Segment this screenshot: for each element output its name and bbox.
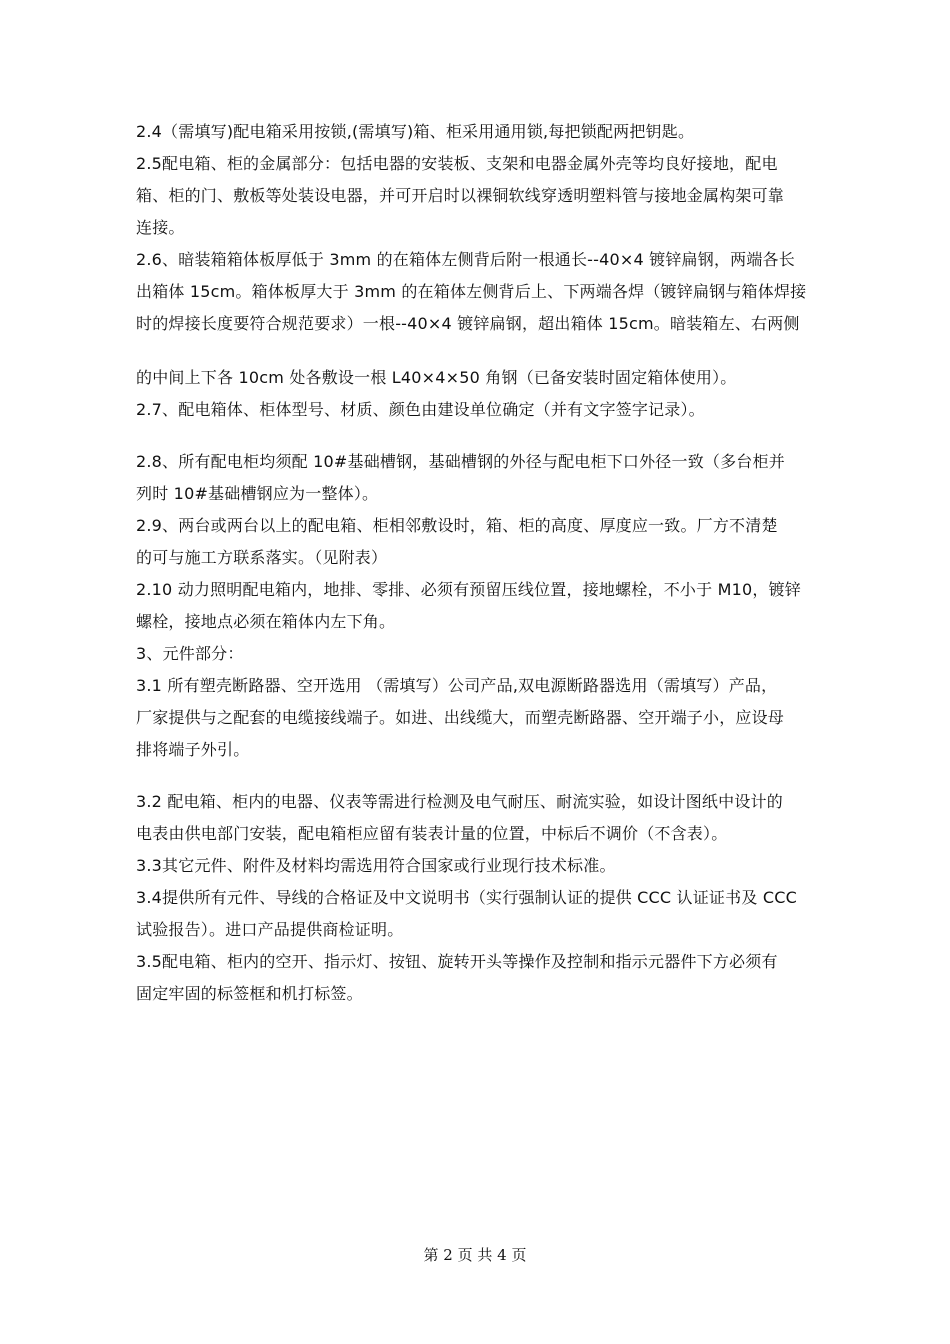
section-heading: 3、元件部分： (136, 644, 244, 663)
paragraph-line: 排将端子外引。 (136, 740, 250, 759)
paragraph-line: 连接。 (136, 218, 185, 237)
paragraph-line: 3.1 所有塑壳断路器、空开选用 （需填写）公司产品,双电源断路器选用（需填写）产品， (136, 676, 778, 695)
paragraph-line: 出箱体 15cm。箱体板厚大于 3mm 的在箱体左侧背后上、下两端各焊（镀锌扁钢与箱体焊接 (136, 282, 807, 301)
paragraph-line: 2.6、暗装箱箱体板厚低于 3mm 的在箱体左侧背后附一根通长--40×4 镀锌扁钢，两端各长 (136, 250, 795, 269)
paragraph-line: 螺栓，接地点必须在箱体内左下角。 (136, 612, 396, 631)
paragraph-line: 2.4（需填写)配电箱采用按锁,(需填写)箱、柜采用通用锁,每把锁配两把钥匙。 (136, 122, 695, 141)
paragraph-line: 2.7、配电箱体、柜体型号、材质、颜色由建设单位确定（并有文字签字记录）。 (136, 400, 705, 419)
paragraph-line: 3.5配电箱、柜内的空开、指示灯、按钮、旋转开头等操作及控制和指示元器件下方必须有 (136, 952, 778, 971)
paragraph-gap (136, 766, 840, 786)
paragraph-line: 试验报告）。进口产品提供商检证明。 (136, 920, 404, 939)
paragraph-line: 2.8、所有配电柜均须配 10#基础槽钢，基础槽钢的外径与配电柜下口外径一致（多台柜并 (136, 452, 785, 471)
paragraph-line: 2.10 动力照明配电箱内，地排、零排、必须有预留压线位置，接地螺栓，不小于 M10，镀锌 (136, 580, 801, 599)
paragraph-line: 2.9、两台或两台以上的配电箱、柜相邻敷设时，箱、柜的高度、厚度应一致。厂方不清楚 (136, 516, 778, 535)
paragraph-line: 电表由供电部门安装，配电箱柜应留有装表计量的位置，中标后不调价（不含表）。 (136, 824, 728, 843)
page-number-footer: 第 2 页 共 4 页 (423, 1246, 527, 1264)
paragraph-line: 的可与施工方联系落实。（见附表） (136, 548, 388, 567)
paragraph-line: 固定牢固的标签框和机打标签。 (136, 984, 363, 1003)
paragraph-line: 2.5配电箱、柜的金属部分：包括电器的安装板、支架和电器金属外壳等均良好接地，配电 (136, 154, 778, 173)
paragraph-gap (136, 426, 840, 446)
paragraph-line: 箱、柜的门、敷板等处装设电器，并可开启时以裸铜软线穿透明塑料管与接地金属构架可靠 (136, 186, 785, 205)
paragraph-line: 的中间上下各 10cm 处各敷设一根 L40×4×50 角钢（已备安装时固定箱体使用）。 (136, 368, 737, 387)
paragraph-line: 时的焊接长度要符合规范要求）一根--40×4 镀锌扁钢，超出箱体 15cm。暗装箱左、右两侧 (136, 314, 800, 333)
document-body (136, 116, 840, 1010)
paragraph-gap (136, 340, 840, 362)
paragraph-line: 厂家提供与之配套的电缆接线端子。如进、出线缆大，而塑壳断路器、空开端子小，应设母 (136, 708, 785, 727)
paragraph-line: 3.2 配电箱、柜内的电器、仪表等需进行检测及电气耐压、耐流实验，如设计图纸中设计的 (136, 792, 783, 811)
paragraph-line: 3.4提供所有元件、导线的合格证及中文说明书（实行强制认证的提供 CCC 认证证书及 CCC (136, 888, 797, 907)
paragraph-line: 列时 10#基础槽钢应为一整体）。 (136, 484, 379, 503)
paragraph-line: 3.3其它元件、附件及材料均需选用符合国家或行业现行技术标准。 (136, 856, 616, 875)
